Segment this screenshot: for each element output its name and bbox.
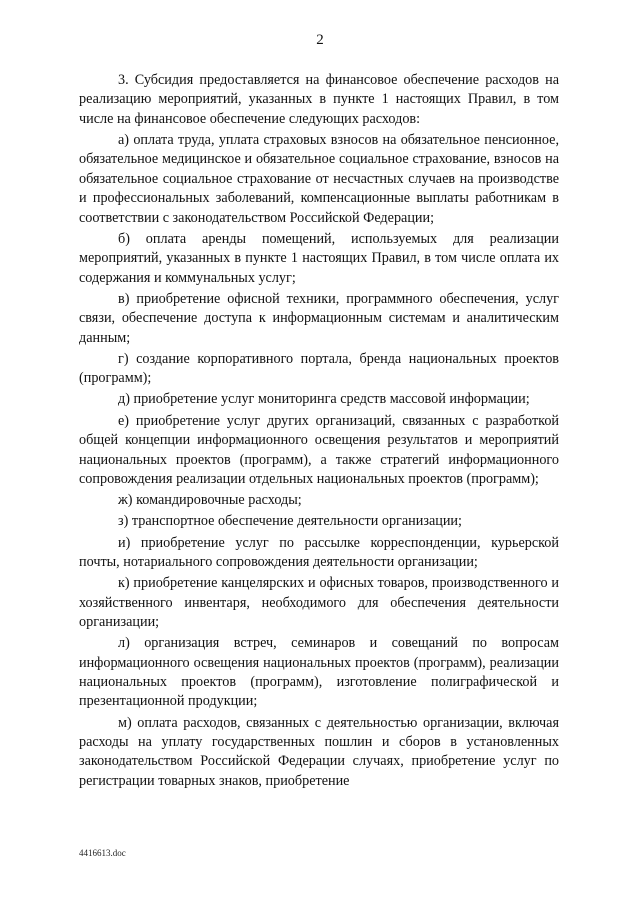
item-a: а) оплата труда, уплата страховых взносов на обязательное пенсионное, обязательное медицинское и обязательное социальное страхование, взносов на обязательное социальное страхование от несчастных случаев на производстве и профессиональных заболеваний, компенсационные выплаты работникам в соответствии с законодательством Российской Федерации; <box>79 132 559 226</box>
item-k: к) приобретение канцелярских и офисных товаров, производственного и хозяйственного инвентаря, необходимого для обеспечения деятельности организации; <box>79 575 559 630</box>
paragraph-3: 3. Субсидия предоставляется на финансовое обеспечение расходов на реализацию мероприятий, указанных в пункте 1 настоящих Правил, в том числе на финансовое обеспечение следующих расходов: <box>79 72 559 127</box>
item-l: л) организация встреч, семинаров и совещаний по вопросам информационного освещения национальных проектов (программ), реализации национальных проектов (программ), изготовление полиграфической и презентационной продукции; <box>79 635 559 710</box>
document-body <box>79 71 559 793</box>
item-m: м) оплата расходов, связанных с деятельностью организации, включая расходы на уплату государственных пошлин и сборов в установленных законодательством Российской Федерации случаях, приобретение услуг по регистрации товарных знаков, приобретение <box>79 714 559 789</box>
item-v: в) приобретение офисной техники, программного обеспечения, услуг связи, обеспечение доступа к информационным системам и аналитическим данным; <box>79 290 559 346</box>
item-i: и) приобретение услуг по рассылке корреспонденции, курьерской почты, нотариального сопровождения деятельности организации; <box>79 534 559 570</box>
item-z: з) транспортное обеспечение деятельности организации; <box>118 513 462 530</box>
item-zh: ж) командировочные расходы; <box>118 492 302 509</box>
file-name-footer: 4416613.doc <box>79 848 126 858</box>
item-d: д) приобретение услуг мониторинга средств массовой информации; <box>118 391 530 408</box>
item-g: г) создание корпоративного портала, бренда национальных проектов (программ); <box>79 350 559 387</box>
page-number: 2 <box>316 32 324 48</box>
item-e: е) приобретение услуг других организаций, связанных с разработкой общей концепции информационного освещения результатов и мероприятий национальных проектов (программ), а также стратегий информационного сопровождения реализации отдельных национальных проектов (программ); <box>79 412 559 487</box>
item-b: б) оплата аренды помещений, используемых для реализации мероприятий, указанных в пункте 1 настоящих Правил, в том числе оплата их содержания и коммунальных услуг; <box>79 230 559 286</box>
